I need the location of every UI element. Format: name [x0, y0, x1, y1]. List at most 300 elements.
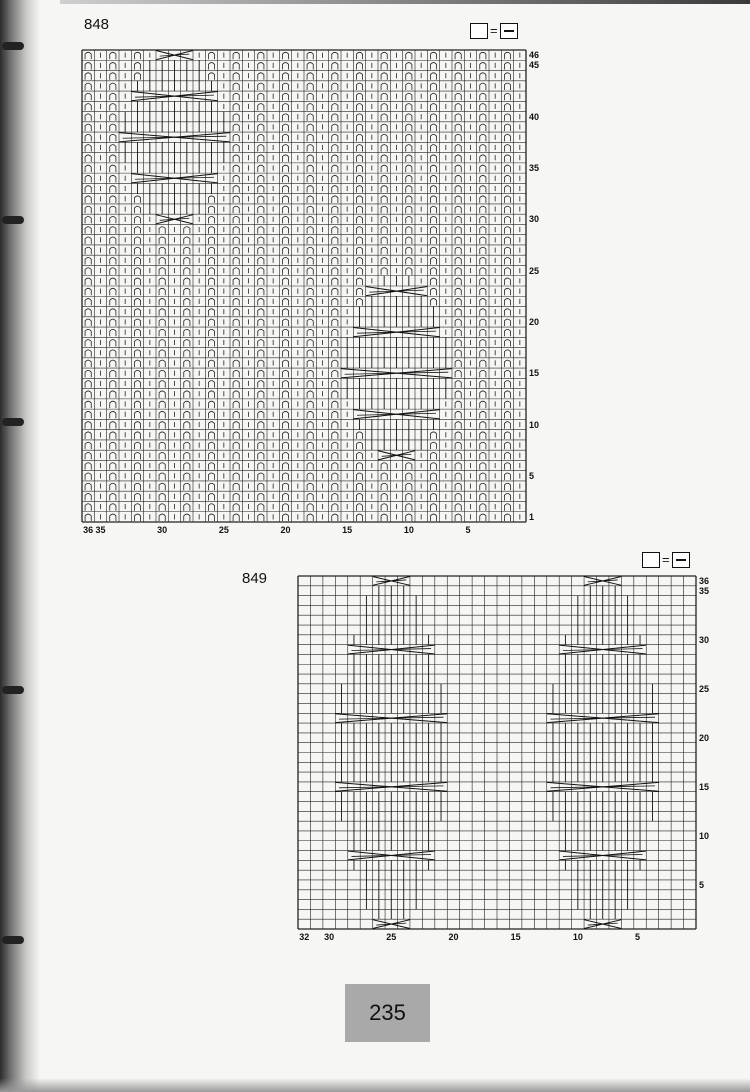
slip-stitch-icon	[406, 268, 412, 275]
slip-stitch-icon	[282, 299, 288, 306]
slip-stitch-icon	[258, 63, 264, 70]
slip-stitch-icon	[356, 206, 362, 213]
slip-stitch-icon	[134, 391, 140, 398]
slip-stitch-icon	[85, 206, 91, 213]
slip-stitch-icon	[134, 268, 140, 275]
slip-stitch-icon	[356, 145, 362, 152]
column-label: 25	[218, 525, 229, 535]
cable-cross-icon	[351, 854, 431, 856]
slip-stitch-icon	[381, 268, 387, 275]
slip-stitch-icon	[406, 114, 412, 121]
slip-stitch-icon	[258, 473, 264, 480]
slip-stitch-icon	[184, 422, 190, 429]
slip-stitch-icon	[233, 237, 239, 244]
slip-stitch-icon	[307, 432, 313, 439]
slip-stitch-icon	[208, 237, 214, 244]
slip-stitch-icon	[356, 504, 362, 511]
column-label: 10	[403, 525, 414, 535]
slip-stitch-icon	[504, 299, 510, 306]
slip-stitch-icon	[430, 104, 436, 111]
slip-stitch-icon	[480, 186, 486, 193]
slip-stitch-icon	[110, 411, 116, 418]
slip-stitch-icon	[455, 401, 461, 408]
slip-stitch-icon	[282, 340, 288, 347]
slip-stitch-icon	[455, 452, 461, 459]
slip-stitch-icon	[184, 483, 190, 490]
slip-stitch-icon	[233, 350, 239, 357]
slip-stitch-icon	[208, 247, 214, 254]
slip-stitch-icon	[184, 309, 190, 316]
slip-stitch-icon	[134, 381, 140, 388]
slip-stitch-icon	[381, 52, 387, 59]
slip-stitch-icon	[134, 401, 140, 408]
slip-stitch-icon	[258, 237, 264, 244]
slip-stitch-icon	[480, 442, 486, 449]
slip-stitch-icon	[307, 463, 313, 470]
slip-stitch-icon	[85, 432, 91, 439]
slip-stitch-icon	[208, 278, 214, 285]
slip-stitch-icon	[233, 73, 239, 80]
slip-stitch-icon	[110, 196, 116, 203]
slip-stitch-icon	[332, 145, 338, 152]
slip-stitch-icon	[85, 52, 91, 59]
slip-stitch-icon	[233, 258, 239, 265]
slip-stitch-icon	[406, 165, 412, 172]
slip-stitch-icon	[307, 370, 313, 377]
slip-stitch-icon	[480, 196, 486, 203]
slip-stitch-icon	[480, 494, 486, 501]
slip-stitch-icon	[356, 175, 362, 182]
slip-stitch-icon	[184, 329, 190, 336]
slip-stitch-icon	[258, 452, 264, 459]
slip-stitch-icon	[307, 83, 313, 90]
cable-cross-icon	[123, 136, 227, 138]
slip-stitch-icon	[406, 134, 412, 141]
slip-stitch-icon	[184, 340, 190, 347]
slip-stitch-icon	[208, 504, 214, 511]
slip-stitch-icon	[504, 401, 510, 408]
slip-stitch-icon	[332, 63, 338, 70]
binder-hole-icon	[2, 936, 24, 944]
slip-stitch-icon	[406, 206, 412, 213]
slip-stitch-icon	[159, 514, 165, 521]
cable-cross-icon	[357, 331, 436, 333]
slip-stitch-icon	[85, 319, 91, 326]
slip-stitch-icon	[233, 93, 239, 100]
slip-stitch-icon	[258, 381, 264, 388]
slip-stitch-icon	[406, 124, 412, 131]
slip-stitch-icon	[480, 104, 486, 111]
slip-stitch-icon	[455, 175, 461, 182]
slip-stitch-icon	[282, 237, 288, 244]
slip-stitch-icon	[504, 329, 510, 336]
slip-stitch-icon	[455, 237, 461, 244]
slip-stitch-icon	[504, 288, 510, 295]
slip-stitch-icon	[307, 340, 313, 347]
slip-stitch-icon	[282, 329, 288, 336]
slip-stitch-icon	[282, 401, 288, 408]
slip-stitch-icon	[258, 340, 264, 347]
slip-stitch-icon	[233, 278, 239, 285]
slip-stitch-icon	[159, 391, 165, 398]
slip-stitch-icon	[406, 83, 412, 90]
slip-stitch-icon	[258, 206, 264, 213]
slip-stitch-icon	[455, 216, 461, 223]
slip-stitch-icon	[208, 340, 214, 347]
legend-empty-box-icon	[470, 23, 488, 39]
slip-stitch-icon	[184, 288, 190, 295]
slip-stitch-icon	[258, 360, 264, 367]
slip-stitch-icon	[381, 83, 387, 90]
row-label: 10	[529, 419, 540, 430]
slip-stitch-icon	[258, 299, 264, 306]
slip-stitch-icon	[233, 186, 239, 193]
slip-stitch-icon	[504, 73, 510, 80]
slip-stitch-icon	[233, 114, 239, 121]
slip-stitch-icon	[480, 83, 486, 90]
column-label: 30	[324, 932, 335, 942]
slip-stitch-icon	[159, 442, 165, 449]
slip-stitch-icon	[504, 227, 510, 234]
slip-stitch-icon	[110, 227, 116, 234]
cable-cross-icon	[160, 54, 190, 56]
slip-stitch-icon	[332, 411, 338, 418]
slip-stitch-icon	[480, 278, 486, 285]
slip-stitch-icon	[134, 473, 140, 480]
slip-stitch-icon	[455, 494, 461, 501]
slip-stitch-icon	[430, 483, 436, 490]
slip-stitch-icon	[504, 391, 510, 398]
slip-stitch-icon	[356, 268, 362, 275]
slip-stitch-icon	[307, 329, 313, 336]
slip-stitch-icon	[381, 165, 387, 172]
slip-stitch-icon	[356, 494, 362, 501]
pattern-849-legend	[642, 552, 690, 568]
slip-stitch-icon	[258, 196, 264, 203]
slip-stitch-icon	[282, 422, 288, 429]
slip-stitch-icon	[258, 227, 264, 234]
slip-stitch-icon	[455, 391, 461, 398]
slip-stitch-icon	[455, 227, 461, 234]
slip-stitch-icon	[184, 494, 190, 501]
slip-stitch-icon	[282, 247, 288, 254]
slip-stitch-icon	[332, 494, 338, 501]
slip-stitch-icon	[455, 340, 461, 347]
cable-cross-icon	[563, 854, 643, 856]
slip-stitch-icon	[504, 145, 510, 152]
slip-stitch-icon	[307, 299, 313, 306]
slip-stitch-icon	[307, 350, 313, 357]
slip-stitch-icon	[233, 288, 239, 295]
slip-stitch-icon	[258, 319, 264, 326]
slip-stitch-icon	[356, 165, 362, 172]
slip-stitch-icon	[430, 175, 436, 182]
slip-stitch-icon	[480, 237, 486, 244]
legend-empty-box-icon	[642, 552, 660, 568]
slip-stitch-icon	[208, 422, 214, 429]
slip-stitch-icon	[110, 145, 116, 152]
slip-stitch-icon	[258, 165, 264, 172]
slip-stitch-icon	[110, 340, 116, 347]
slip-stitch-icon	[356, 473, 362, 480]
slip-stitch-icon	[85, 350, 91, 357]
slip-stitch-icon	[159, 370, 165, 377]
slip-stitch-icon	[85, 104, 91, 111]
row-label: 25	[529, 265, 540, 276]
slip-stitch-icon	[307, 186, 313, 193]
slip-stitch-icon	[430, 268, 436, 275]
slip-stitch-icon	[430, 206, 436, 213]
column-label: 20	[280, 525, 291, 535]
slip-stitch-icon	[430, 299, 436, 306]
slip-stitch-icon	[480, 268, 486, 275]
slip-stitch-icon	[85, 196, 91, 203]
slip-stitch-icon	[332, 391, 338, 398]
cable-cross-icon	[376, 923, 406, 925]
slip-stitch-icon	[332, 442, 338, 449]
slip-stitch-icon	[480, 206, 486, 213]
slip-stitch-icon	[233, 494, 239, 501]
slip-stitch-icon	[307, 216, 313, 223]
slip-stitch-icon	[381, 175, 387, 182]
slip-stitch-icon	[406, 145, 412, 152]
slip-stitch-icon	[406, 514, 412, 521]
slip-stitch-icon	[307, 145, 313, 152]
slip-stitch-icon	[110, 155, 116, 162]
column-label: 15	[342, 525, 353, 535]
slip-stitch-icon	[455, 73, 461, 80]
slip-stitch-icon	[381, 504, 387, 511]
slip-stitch-icon	[233, 504, 239, 511]
slip-stitch-icon	[134, 288, 140, 295]
slip-stitch-icon	[480, 63, 486, 70]
slip-stitch-icon	[381, 206, 387, 213]
slip-stitch-icon	[480, 504, 486, 511]
slip-stitch-icon	[282, 360, 288, 367]
slip-stitch-icon	[381, 104, 387, 111]
slip-stitch-icon	[455, 288, 461, 295]
slip-stitch-icon	[430, 124, 436, 131]
slip-stitch-icon	[233, 309, 239, 316]
slip-stitch-icon	[307, 155, 313, 162]
slip-stitch-icon	[480, 165, 486, 172]
slip-stitch-icon	[430, 165, 436, 172]
slip-stitch-icon	[134, 227, 140, 234]
slip-stitch-icon	[504, 268, 510, 275]
slip-stitch-icon	[455, 350, 461, 357]
binding-shadow	[0, 0, 40, 1092]
slip-stitch-icon	[480, 350, 486, 357]
slip-stitch-icon	[159, 258, 165, 265]
slip-stitch-icon	[381, 473, 387, 480]
pattern-848-number: 848	[84, 16, 110, 33]
slip-stitch-icon	[208, 73, 214, 80]
slip-stitch-icon	[430, 514, 436, 521]
slip-stitch-icon	[504, 483, 510, 490]
slip-stitch-icon	[110, 401, 116, 408]
slip-stitch-icon	[356, 124, 362, 131]
slip-stitch-icon	[134, 309, 140, 316]
slip-stitch-icon	[430, 473, 436, 480]
slip-stitch-icon	[233, 175, 239, 182]
slip-stitch-icon	[455, 329, 461, 336]
slip-stitch-icon	[504, 237, 510, 244]
slip-stitch-icon	[110, 329, 116, 336]
column-label: 36	[83, 525, 94, 535]
slip-stitch-icon	[430, 432, 436, 439]
row-label: 45	[529, 60, 540, 71]
slip-stitch-icon	[282, 473, 288, 480]
slip-stitch-icon	[480, 73, 486, 80]
slip-stitch-icon	[455, 93, 461, 100]
slip-stitch-icon	[332, 247, 338, 254]
slip-stitch-icon	[406, 247, 412, 254]
slip-stitch-icon	[110, 381, 116, 388]
slip-stitch-icon	[307, 52, 313, 59]
stitch-symbols	[85, 52, 520, 521]
slip-stitch-icon	[455, 370, 461, 377]
slip-stitch-icon	[356, 514, 362, 521]
slip-stitch-icon	[258, 494, 264, 501]
cable-cross-icon	[550, 786, 654, 788]
slip-stitch-icon	[455, 309, 461, 316]
slip-stitch-icon	[307, 278, 313, 285]
slip-stitch-icon	[258, 155, 264, 162]
slip-stitch-icon	[332, 196, 338, 203]
pattern-848-grid	[82, 50, 526, 522]
slip-stitch-icon	[258, 401, 264, 408]
slip-stitch-icon	[110, 473, 116, 480]
slip-stitch-icon	[332, 360, 338, 367]
slip-stitch-icon	[282, 288, 288, 295]
slip-stitch-icon	[184, 432, 190, 439]
binder-hole-icon	[2, 418, 24, 426]
slip-stitch-icon	[85, 124, 91, 131]
slip-stitch-icon	[134, 504, 140, 511]
slip-stitch-icon	[258, 145, 264, 152]
slip-stitch-icon	[455, 134, 461, 141]
slip-stitch-icon	[159, 268, 165, 275]
slip-stitch-icon	[307, 237, 313, 244]
row-label: 15	[529, 368, 540, 379]
slip-stitch-icon	[85, 134, 91, 141]
slip-stitch-icon	[159, 360, 165, 367]
slip-stitch-icon	[208, 514, 214, 521]
slip-stitch-icon	[282, 52, 288, 59]
slip-stitch-icon	[332, 227, 338, 234]
slip-stitch-icon	[356, 463, 362, 470]
slip-stitch-icon	[406, 216, 412, 223]
slip-stitch-icon	[307, 422, 313, 429]
slip-stitch-icon	[332, 452, 338, 459]
slip-stitch-icon	[332, 268, 338, 275]
slip-stitch-icon	[85, 473, 91, 480]
slip-stitch-icon	[430, 463, 436, 470]
slip-stitch-icon	[110, 216, 116, 223]
slip-stitch-icon	[381, 514, 387, 521]
slip-stitch-icon	[332, 463, 338, 470]
slip-stitch-icon	[208, 432, 214, 439]
slip-stitch-icon	[233, 381, 239, 388]
slip-stitch-icon	[356, 258, 362, 265]
slip-stitch-icon	[307, 514, 313, 521]
slip-stitch-icon	[159, 299, 165, 306]
slip-stitch-icon	[233, 463, 239, 470]
slip-stitch-icon	[233, 196, 239, 203]
slip-stitch-icon	[504, 155, 510, 162]
slip-stitch-icon	[85, 186, 91, 193]
slip-stitch-icon	[282, 278, 288, 285]
slip-stitch-icon	[208, 329, 214, 336]
slip-stitch-icon	[455, 442, 461, 449]
legend-equals: =	[662, 552, 670, 567]
slip-stitch-icon	[134, 216, 140, 223]
slip-stitch-icon	[480, 391, 486, 398]
slip-stitch-icon	[406, 504, 412, 511]
slip-stitch-icon	[381, 463, 387, 470]
slip-stitch-icon	[455, 268, 461, 275]
slip-stitch-icon	[307, 63, 313, 70]
slip-stitch-icon	[332, 473, 338, 480]
slip-stitch-icon	[455, 114, 461, 121]
slip-stitch-icon	[159, 422, 165, 429]
slip-stitch-icon	[159, 340, 165, 347]
slip-stitch-icon	[356, 196, 362, 203]
row-label: 10	[699, 830, 710, 841]
slip-stitch-icon	[504, 165, 510, 172]
row-label: 40	[529, 111, 540, 122]
slip-stitch-icon	[159, 288, 165, 295]
slip-stitch-icon	[282, 114, 288, 121]
cable-cross-icon	[563, 649, 643, 651]
slip-stitch-icon	[208, 483, 214, 490]
slip-stitch-icon	[85, 463, 91, 470]
slip-stitch-icon	[110, 299, 116, 306]
slip-stitch-icon	[282, 504, 288, 511]
slip-stitch-icon	[504, 473, 510, 480]
slip-stitch-icon	[282, 483, 288, 490]
slip-stitch-icon	[258, 186, 264, 193]
slip-stitch-icon	[307, 401, 313, 408]
slip-stitch-icon	[233, 401, 239, 408]
slip-stitch-icon	[85, 145, 91, 152]
slip-stitch-icon	[480, 175, 486, 182]
slip-stitch-icon	[356, 134, 362, 141]
slip-stitch-icon	[381, 63, 387, 70]
slip-stitch-icon	[208, 463, 214, 470]
slip-stitch-icon	[504, 422, 510, 429]
slip-stitch-icon	[504, 196, 510, 203]
slip-stitch-icon	[208, 52, 214, 59]
slip-stitch-icon	[282, 196, 288, 203]
pattern-849-number: 849	[242, 570, 268, 587]
slip-stitch-icon	[504, 411, 510, 418]
slip-stitch-icon	[85, 216, 91, 223]
slip-stitch-icon	[480, 309, 486, 316]
slip-stitch-icon	[381, 73, 387, 80]
slip-stitch-icon	[406, 73, 412, 80]
slip-stitch-icon	[208, 401, 214, 408]
slip-stitch-icon	[455, 483, 461, 490]
slip-stitch-icon	[332, 329, 338, 336]
slip-stitch-icon	[258, 350, 264, 357]
slip-stitch-icon	[282, 216, 288, 223]
slip-stitch-icon	[356, 288, 362, 295]
slip-stitch-icon	[85, 370, 91, 377]
slip-stitch-icon	[307, 494, 313, 501]
slip-stitch-icon	[356, 237, 362, 244]
slip-stitch-icon	[282, 391, 288, 398]
